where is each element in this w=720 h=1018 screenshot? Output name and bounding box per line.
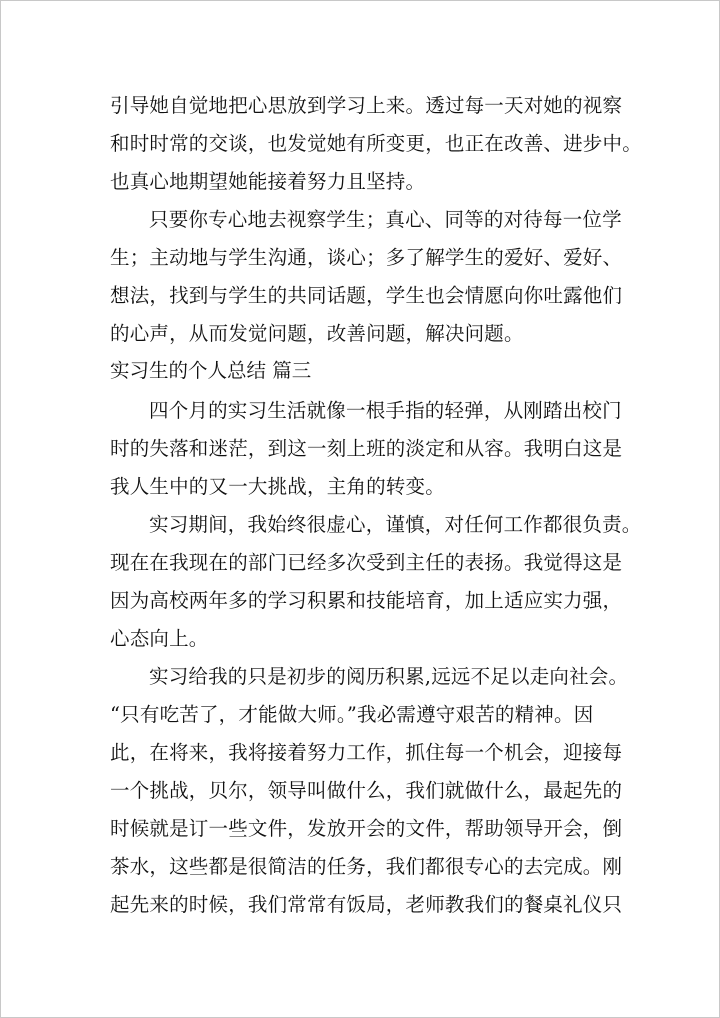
- text-line: 实习给我的只是初步的阅历积累,远远不足以走向社会。: [149, 665, 629, 688]
- text-line: “只有吃苦了，才能做大师。”我必需遵守艰苦的精神。因: [110, 703, 594, 726]
- text-line: 四个月的实习生活就像一根手指的轻弹，从刚踏出校门: [149, 399, 622, 422]
- text-line: 我人生中的又一大挑战，主角的转变。: [110, 475, 445, 498]
- text-line: 时的失落和迷茫，到这一刻上班的淡定和从容。我明白这是: [110, 437, 623, 460]
- text-line: 的心声，从而发觉问题，改善问题，解决问题。: [110, 322, 524, 345]
- text-line: 此，在将来，我将接着努力工作，抓住每一个机会，迎接每: [110, 741, 623, 764]
- text-line: 想法，找到与学生的共同话题，学生也会情愿向你吐露他们: [110, 284, 623, 307]
- text-line: 茶水，这些都是很简洁的任务，我们都很专心的去完成。刚: [110, 855, 623, 878]
- text-line: 引导她自觉地把心思放到学习上来。透过每一天对她的视察: [110, 94, 623, 117]
- section-heading: 实习生的个人总结 篇三: [110, 359, 312, 382]
- text-line: 一个挑战，贝尔，领导叫做什么，我们就做什么，最起先的: [110, 779, 623, 802]
- text-line: 只要你专心地去视察学生；真心、同等的对待每一位学: [149, 208, 622, 231]
- text-line: 和时时常的交谈，也发觉她有所变更，也正在改善、进步中。: [110, 132, 642, 155]
- text-line: 心态向上。: [110, 627, 209, 650]
- text-line: 也真心地期望她能接着努力且坚持。: [110, 170, 426, 193]
- text-line: 起先来的时候，我们常常有饭局，老师教我们的餐桌礼仪只: [110, 893, 623, 916]
- text-line: 时候就是订一些文件，发放开会的文件，帮助领导开会，倒: [110, 817, 623, 840]
- text-line: 生；主动地与学生沟通，谈心；多了解学生的爱好、爱好、: [110, 246, 623, 269]
- text-line: 现在在我现在的部门已经多次受到主任的表扬。我觉得这是: [110, 551, 623, 574]
- text-line: 实习期间，我始终很虚心，谨慎，对任何工作都很负责。: [149, 513, 642, 536]
- text-line: 因为高校两年多的学习积累和技能培育，加上适应实力强，: [110, 589, 623, 612]
